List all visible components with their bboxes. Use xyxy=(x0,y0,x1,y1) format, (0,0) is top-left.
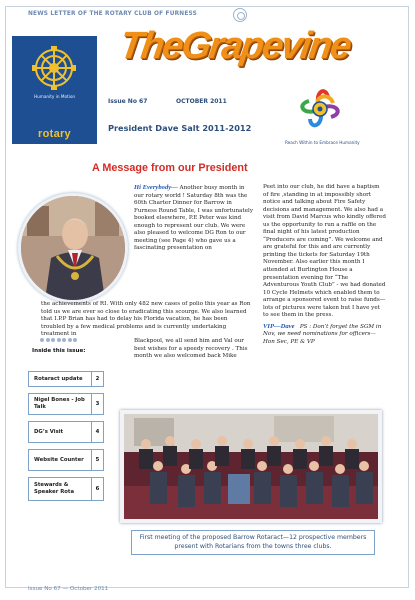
toc-item[interactable] xyxy=(28,477,104,501)
article-greeting: Hi Everybody— xyxy=(134,184,178,191)
article-text-col1-lower: Blackpool, we all send him and Val our best wishes for a speedy recovery . This month we also welcomed back Mike xyxy=(134,338,248,360)
toc-item[interactable] xyxy=(28,421,104,443)
issue-line xyxy=(108,98,227,105)
rotary-wordmark: rotary xyxy=(38,128,71,140)
rotary-logo-panel xyxy=(12,36,97,144)
toc-item-page: 5 xyxy=(91,450,103,470)
toc-item-label: Stewards & Speaker Rota xyxy=(34,482,75,495)
ps-note: PS : Don’t forget the SGM in Nov, we need nominations for officers—Hon Sec, PE & VP xyxy=(263,323,382,345)
president-photo xyxy=(18,193,128,303)
page-footer: Issue No 67 — October 2011 xyxy=(28,586,109,592)
toc-item-page: 6 xyxy=(91,478,103,500)
reach-within-logo-icon xyxy=(289,83,351,135)
toc-item-label: DG’s Visit xyxy=(34,428,64,435)
toc-item-label: Website Counter xyxy=(34,456,84,463)
president-line: President Dave Salt 2011-2012 xyxy=(108,123,252,133)
section-title: A Message from our President xyxy=(92,162,248,174)
article-column-2 xyxy=(263,184,386,346)
toc-item-page: 4 xyxy=(91,422,103,442)
toc-item[interactable] xyxy=(28,371,104,387)
toc-item[interactable] xyxy=(28,393,104,415)
toc-item-label: Rotaract update xyxy=(34,375,83,382)
toc-item-page: 2 xyxy=(91,372,103,386)
article-paragraph-1 xyxy=(134,184,254,253)
group-photo-image xyxy=(124,414,378,519)
article-text-full-width: the achievements of RI. With only 482 new cases of polio this year as Ron told us we are ever so close to eradicating this scourge. We also learned that I.P.P Brian has had to delay his Florida vacation, he has been troubled by a few medical problems and is currently undertaking treatment in xyxy=(41,301,251,338)
newsletter-title: TheGrapevine xyxy=(117,25,353,67)
signoff-name: VIP—Dave xyxy=(263,322,295,330)
toc-item-page: 3 xyxy=(91,394,103,414)
article-signoff xyxy=(263,323,386,347)
toc-item-label: Nigel Bones - Job Talk xyxy=(34,397,85,410)
article-text-col1a: Another busy month in our rotary world ! Saturday 8th was the 60th Charter Dinner for Barrow in Furness Round Table, I was unfortunately booked elsewhere, P.E Peter was kind enough to represent our club. We were also pleased to welcome DG Ron to our meeting (see Page 4) who gave us a fascinating presentation on xyxy=(134,185,253,252)
rotary-wheel-icon xyxy=(31,45,77,91)
inside-issue-table xyxy=(28,371,104,514)
newsletter-header: NEWS LETTER OF THE ROTARY CLUB OF FURNESS xyxy=(28,11,197,17)
photo-caption: First meeting of the proposed Barrow Rotaract—12 prospective members present with Rotarians from the towns three clubs. xyxy=(131,530,375,555)
issue-number: Issue No 67 xyxy=(108,98,148,105)
president-photo-image xyxy=(21,196,125,300)
reach-within-text: Reach Within to Embrace Humanity xyxy=(285,140,360,145)
inside-issue-title: Inside this issue: xyxy=(32,348,86,354)
toc-item[interactable] xyxy=(28,449,104,471)
decorative-dots xyxy=(40,338,80,343)
humanity-in-motion-text: Humanity in Motion xyxy=(33,94,76,99)
group-photo xyxy=(120,410,382,523)
issue-date: OCTOBER 2011 xyxy=(176,98,227,105)
header-emblem-icon xyxy=(233,8,247,22)
article-text-col2: Peet into our club, he did have a baptism of fire ,standing in at impossibly short notice and talking about Fire Safety decisions and management. We also had a visit from David Marcus who kindly offered us the opportunity to run a raffle on the final night of his latest production “Producers are coming”. We welcome and are grateful for this and are currently printing the tickets for Saturday 19th November. Also earlier this month I attended at Burlington House a presentation evening for “The Adventurous Youth Club” - we had donated 10 Cycle Helmets which enabled them to arrange a sponsored event to raise funds—lots of pictures were taken but I have yet to see them in the press. xyxy=(263,184,386,319)
